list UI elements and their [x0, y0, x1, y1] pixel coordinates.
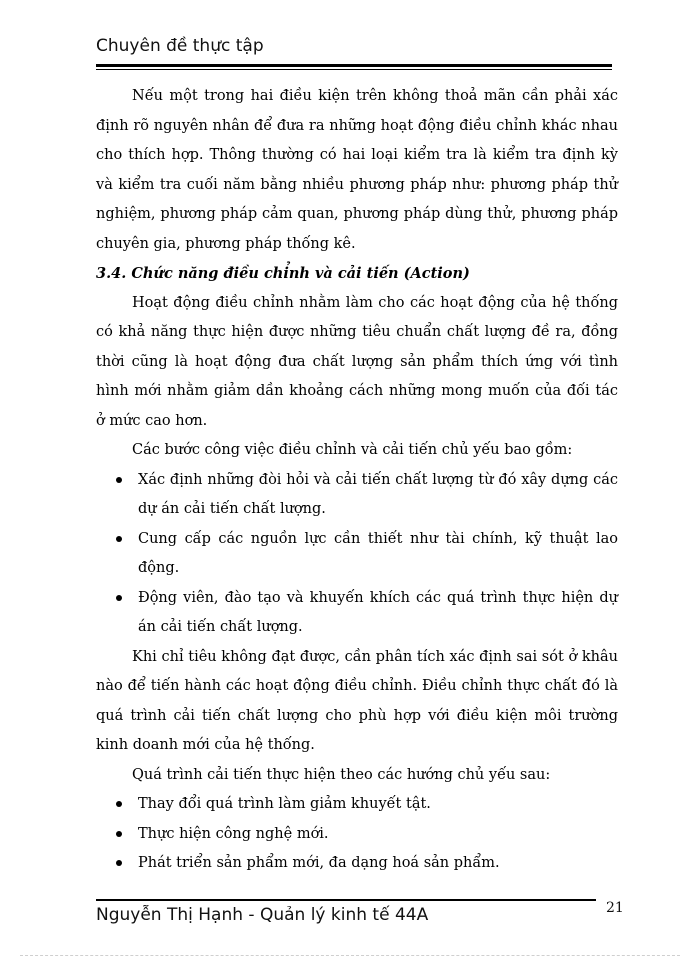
paragraph-1: Nếu một trong hai điều kiện trên không thoả mãn cần phải xác định rõ nguyên nhân để đưa ra những hoạt động điều chỉnh khác nhau cho thích hợp. Thông thường có hai loại kiểm tra là kiểm tra định kỳ và kiểm tra cuối năm bằng nhiều phương pháp như: phương pháp thử nghiệm, phương pháp cảm quan, phương pháp dùng thử, phương pháp chuyên gia, phương pháp thống kê. [96, 88, 618, 252]
bullet-list-2 [96, 790, 618, 879]
page-bottom-divider [20, 955, 680, 956]
footer-author: Nguyễn Thị Hạnh - Quản lý kinh tế 44A [96, 905, 429, 925]
document-body [96, 82, 618, 879]
bullet-icon [116, 831, 122, 837]
paragraph-3: Các bước công việc điều chỉnh và cải tiến chủ yếu bao gồm: [132, 442, 573, 458]
list-item-text: Thực hiện công nghệ mới. [138, 825, 329, 842]
list-item [96, 790, 618, 820]
bullet-icon [116, 477, 122, 483]
bullet-icon [116, 536, 122, 542]
paragraph-2: Hoạt động điều chỉnh nhằm làm cho các hoạt động của hệ thống có khả năng thực hiện được những tiêu chuẩn chất lượng đề ra, đồng thời cũng là hoạt động đưa chất lượng sản phẩm thích ứng với tình hình mới nhằm giảm dần khoảng cách những mong muốn của đối tác ở mức cao hơn. [96, 294, 618, 429]
bullet-icon [116, 860, 122, 866]
list-item [96, 466, 618, 525]
header-rule-thick [96, 64, 612, 67]
list-item [96, 820, 618, 850]
list-item [96, 525, 618, 584]
header-title: Chuyên đề thực tập [96, 36, 264, 56]
header-rule-thin [96, 69, 612, 70]
list-item-text: Xác định những đòi hỏi và cải tiến chất lượng từ đó xây dựng các dự án cải tiến chất lượng. [138, 471, 618, 517]
paragraph-5: Quá trình cải tiến thực hiện theo các hướng chủ yếu sau: [132, 766, 551, 783]
list-item [96, 584, 618, 643]
bullet-icon [116, 801, 122, 807]
footer-rule [96, 899, 596, 901]
list-item-text: Cung cấp các nguồn lực cần thiết như tài chính, kỹ thuật lao động. [138, 530, 618, 576]
list-item-text: Phát triển sản phẩm mới, đa dạng hoá sản phẩm. [138, 855, 500, 871]
list-item [96, 849, 618, 879]
bullet-list-1 [96, 466, 618, 643]
paragraph-4: Khi chỉ tiêu không đạt được, cần phân tích xác định sai sót ở khâu nào để tiến hành các hoạt động điều chỉnh. Điều chỉnh thực chất đó là quá trình cải tiến chất lượng cho phù hợp với điều kiện môi trường kinh doanh mới của hệ thống. [96, 648, 618, 753]
list-item-text: Động viên, đào tạo và khuyến khích các quá trình thực hiện dự án cải tiến chất lượng. [138, 589, 618, 635]
list-item-text: Thay đổi quá trình làm giảm khuyết tật. [138, 796, 431, 812]
page-number: 21 [606, 900, 624, 916]
bullet-icon [116, 595, 122, 601]
section-heading: 3.4. Chức năng điều chỉnh và cải tiến (Action) [96, 265, 470, 282]
